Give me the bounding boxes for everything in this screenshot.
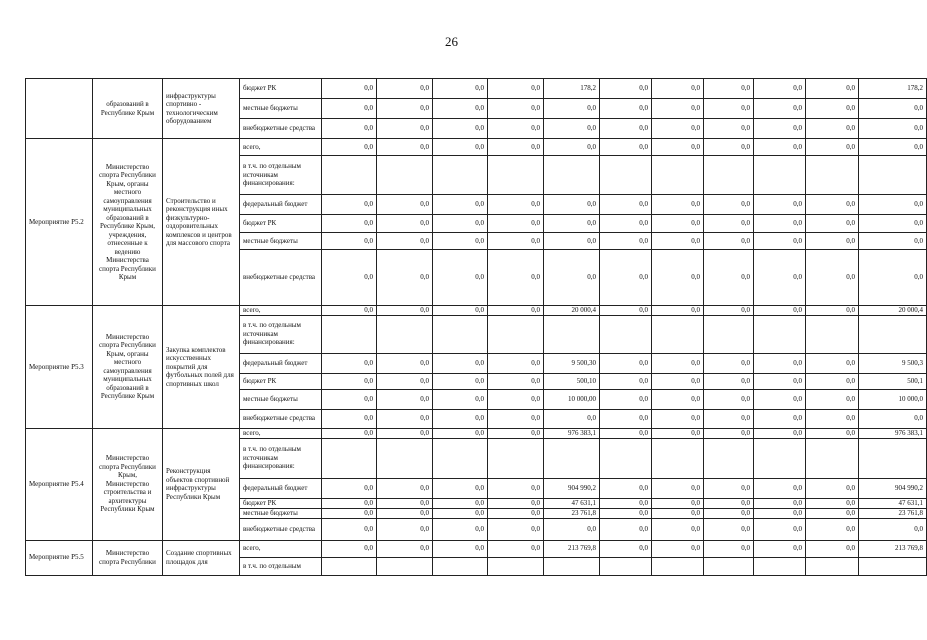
amount-cell: 0,0 [652, 478, 704, 498]
amount-cell: 0,0 [600, 215, 652, 233]
amount-cell: 0,0 [600, 99, 652, 119]
amount-cell: 0,0 [652, 389, 704, 409]
amount-cell: 0,0 [859, 215, 927, 233]
amount-cell: 0,0 [433, 518, 488, 540]
amount-cell: 0,0 [652, 119, 704, 139]
purpose-cell: инфраструктуры спортивно - технологическим оборудованием [163, 79, 240, 139]
amount-cell: 20 000,4 [859, 306, 927, 316]
empty-cell [488, 315, 544, 353]
empty-cell [859, 315, 927, 353]
amount-cell: 0,0 [704, 99, 754, 119]
amount-cell: 976 383,1 [544, 428, 600, 438]
funding-source-cell: местные бюджеты [240, 233, 322, 250]
amount-cell: 0,0 [544, 215, 600, 233]
amount-cell: 0,0 [600, 478, 652, 498]
amount-cell: 0,0 [806, 250, 859, 306]
amount-cell: 0,0 [488, 306, 544, 316]
amount-cell: 0,0 [704, 409, 754, 428]
funding-source-cell: федеральный бюджет [240, 353, 322, 373]
amount-cell: 0,0 [488, 250, 544, 306]
amount-cell: 0,0 [652, 540, 704, 557]
amount-cell: 0,0 [433, 79, 488, 99]
amount-cell: 0,0 [377, 409, 433, 428]
amount-cell: 0,0 [322, 99, 377, 119]
amount-cell: 0,0 [806, 119, 859, 139]
purpose-cell: Закупка комплектов искусственных покрытий для футбольных полей для спортивных школ [163, 306, 240, 429]
amount-cell: 0,0 [806, 195, 859, 215]
amount-cell: 0,0 [322, 540, 377, 557]
table-row [26, 306, 927, 316]
measure-name-cell: Мероприятие Р5.4 [26, 428, 93, 540]
amount-cell: 0,0 [600, 79, 652, 99]
amount-cell: 0,0 [806, 215, 859, 233]
amount-cell: 0,0 [859, 518, 927, 540]
empty-cell [754, 438, 806, 478]
executor-cell: Министерство спорта Республики Крым, органы местного самоуправления муниципальных образований в Республике Крым, учреждения, отнесенные к ведению Министерства спорта Республики Крым [93, 139, 163, 306]
amount-cell: 0,0 [377, 215, 433, 233]
amount-cell: 23 761,8 [544, 508, 600, 518]
table-row [26, 79, 927, 99]
funding-source-cell: местные бюджеты [240, 99, 322, 119]
empty-cell [600, 438, 652, 478]
amount-cell: 0,0 [322, 389, 377, 409]
amount-cell: 0,0 [377, 353, 433, 373]
amount-cell: 904 990,2 [859, 478, 927, 498]
amount-cell: 0,0 [488, 409, 544, 428]
amount-cell: 0,0 [652, 195, 704, 215]
amount-cell: 0,0 [704, 478, 754, 498]
amount-cell: 0,0 [652, 99, 704, 119]
empty-cell [433, 156, 488, 195]
amount-cell: 0,0 [377, 79, 433, 99]
amount-cell: 0,0 [322, 478, 377, 498]
amount-cell: 0,0 [377, 119, 433, 139]
amount-cell: 0,0 [488, 353, 544, 373]
funding-source-cell: местные бюджеты [240, 508, 322, 518]
amount-cell: 0,0 [377, 233, 433, 250]
amount-cell: 0,0 [488, 373, 544, 389]
amount-cell: 0,0 [754, 409, 806, 428]
amount-cell: 904 990,2 [544, 478, 600, 498]
purpose-cell: Реконструкция объектов спортивной инфраструктуры Республики Крым [163, 428, 240, 540]
amount-cell: 0,0 [704, 233, 754, 250]
amount-cell: 0,0 [806, 498, 859, 508]
empty-cell [322, 438, 377, 478]
empty-cell [377, 557, 433, 575]
amount-cell: 0,0 [600, 498, 652, 508]
amount-cell: 0,0 [433, 508, 488, 518]
amount-cell: 0,0 [600, 409, 652, 428]
amount-cell: 0,0 [859, 119, 927, 139]
amount-cell: 0,0 [322, 428, 377, 438]
amount-cell: 0,0 [754, 353, 806, 373]
funding-source-cell: федеральный бюджет [240, 478, 322, 498]
table-row [26, 428, 927, 438]
funding-source-cell: внебюджетные средства [240, 250, 322, 306]
empty-cell [859, 438, 927, 478]
amount-cell: 0,0 [859, 99, 927, 119]
amount-cell: 0,0 [600, 306, 652, 316]
amount-cell: 0,0 [433, 498, 488, 508]
amount-cell: 0,0 [754, 195, 806, 215]
amount-cell: 0,0 [377, 540, 433, 557]
amount-cell: 0,0 [433, 233, 488, 250]
empty-cell [806, 315, 859, 353]
empty-cell [806, 557, 859, 575]
amount-cell: 20 000,4 [544, 306, 600, 316]
empty-cell [322, 557, 377, 575]
amount-cell: 0,0 [704, 119, 754, 139]
funding-source-cell: бюджет РК [240, 79, 322, 99]
amount-cell: 0,0 [600, 373, 652, 389]
amount-cell: 500,10 [544, 373, 600, 389]
financing-table [25, 78, 927, 576]
amount-cell: 0,0 [322, 195, 377, 215]
amount-cell: 0,0 [704, 195, 754, 215]
amount-cell: 23 761,8 [859, 508, 927, 518]
amount-cell: 0,0 [652, 79, 704, 99]
amount-cell: 0,0 [704, 389, 754, 409]
page-number: 26 [445, 34, 458, 49]
amount-cell: 213 769,8 [859, 540, 927, 557]
amount-cell: 0,0 [377, 498, 433, 508]
empty-cell [433, 315, 488, 353]
amount-cell: 0,0 [704, 215, 754, 233]
amount-cell: 0,0 [433, 195, 488, 215]
amount-cell: 0,0 [600, 119, 652, 139]
table-row [26, 540, 927, 557]
amount-cell: 0,0 [488, 478, 544, 498]
funding-source-cell: бюджет РК [240, 215, 322, 233]
amount-cell: 0,0 [754, 233, 806, 250]
amount-cell: 0,0 [859, 139, 927, 156]
amount-cell: 10 000,0 [859, 389, 927, 409]
amount-cell: 0,0 [433, 99, 488, 119]
amount-cell: 0,0 [806, 233, 859, 250]
empty-cell [704, 438, 754, 478]
measure-name-cell [26, 79, 93, 139]
empty-cell [600, 315, 652, 353]
amount-cell: 0,0 [488, 518, 544, 540]
funding-source-cell: бюджет РК [240, 498, 322, 508]
empty-cell [544, 315, 600, 353]
amount-cell: 0,0 [652, 508, 704, 518]
amount-cell: 0,0 [754, 250, 806, 306]
amount-cell: 0,0 [806, 139, 859, 156]
amount-cell: 0,0 [322, 139, 377, 156]
amount-cell: 0,0 [704, 306, 754, 316]
amount-cell: 0,0 [754, 428, 806, 438]
funding-source-cell: в т.ч. по отдельным источникам финансирования: [240, 438, 322, 478]
amount-cell: 0,0 [544, 119, 600, 139]
amount-cell: 0,0 [322, 518, 377, 540]
empty-cell [600, 557, 652, 575]
amount-cell: 0,0 [754, 389, 806, 409]
amount-cell: 0,0 [652, 518, 704, 540]
amount-cell: 0,0 [754, 373, 806, 389]
empty-cell [806, 438, 859, 478]
measure-name-cell: Мероприятие Р5.5 [26, 540, 93, 575]
amount-cell: 0,0 [433, 353, 488, 373]
empty-cell [377, 438, 433, 478]
amount-cell: 0,0 [488, 139, 544, 156]
amount-cell: 0,0 [488, 389, 544, 409]
amount-cell: 213 769,8 [544, 540, 600, 557]
amount-cell: 10 000,00 [544, 389, 600, 409]
amount-cell: 0,0 [806, 518, 859, 540]
funding-source-cell: бюджет РК [240, 373, 322, 389]
amount-cell: 0,0 [600, 250, 652, 306]
amount-cell: 0,0 [652, 409, 704, 428]
amount-cell: 0,0 [806, 508, 859, 518]
amount-cell: 0,0 [322, 250, 377, 306]
funding-source-cell: всего, [240, 139, 322, 156]
empty-cell [754, 557, 806, 575]
empty-cell [704, 557, 754, 575]
amount-cell: 0,0 [433, 478, 488, 498]
empty-cell [488, 557, 544, 575]
amount-cell: 0,0 [704, 540, 754, 557]
funding-source-cell: внебюджетные средства [240, 119, 322, 139]
amount-cell: 9 500,3 [859, 353, 927, 373]
amount-cell: 0,0 [488, 99, 544, 119]
amount-cell: 0,0 [704, 518, 754, 540]
amount-cell: 0,0 [704, 498, 754, 508]
amount-cell: 0,0 [754, 478, 806, 498]
empty-cell [600, 156, 652, 195]
funding-source-cell: внебюджетные средства [240, 409, 322, 428]
amount-cell: 0,0 [322, 508, 377, 518]
amount-cell: 0,0 [704, 353, 754, 373]
amount-cell: 0,0 [754, 99, 806, 119]
amount-cell: 0,0 [488, 79, 544, 99]
amount-cell: 0,0 [433, 389, 488, 409]
executor-cell: Министерство спорта Республики Крым, органы местного самоуправления муниципальных образований в Республике Крым [93, 306, 163, 429]
funding-source-cell: всего, [240, 306, 322, 316]
empty-cell [652, 438, 704, 478]
amount-cell: 0,0 [433, 540, 488, 557]
amount-cell: 0,0 [600, 139, 652, 156]
amount-cell: 0,0 [433, 428, 488, 438]
amount-cell: 0,0 [806, 389, 859, 409]
amount-cell: 0,0 [433, 373, 488, 389]
amount-cell: 0,0 [704, 79, 754, 99]
amount-cell: 0,0 [600, 428, 652, 438]
amount-cell: 0,0 [600, 195, 652, 215]
empty-cell [377, 156, 433, 195]
amount-cell: 500,1 [859, 373, 927, 389]
amount-cell: 0,0 [377, 250, 433, 306]
empty-cell [544, 438, 600, 478]
measure-name-cell: Мероприятие Р5.2 [26, 139, 93, 306]
amount-cell: 0,0 [322, 306, 377, 316]
empty-cell [652, 557, 704, 575]
amount-cell: 0,0 [377, 478, 433, 498]
empty-cell [859, 156, 927, 195]
amount-cell: 0,0 [652, 498, 704, 508]
empty-cell [377, 315, 433, 353]
amount-cell: 0,0 [754, 518, 806, 540]
amount-cell: 0,0 [704, 139, 754, 156]
amount-cell: 0,0 [806, 353, 859, 373]
amount-cell: 0,0 [754, 540, 806, 557]
amount-cell: 178,2 [859, 79, 927, 99]
funding-source-cell: всего, [240, 540, 322, 557]
amount-cell: 0,0 [377, 306, 433, 316]
amount-cell: 0,0 [377, 99, 433, 119]
amount-cell: 0,0 [322, 373, 377, 389]
funding-source-cell: внебюджетные средства [240, 518, 322, 540]
amount-cell: 0,0 [806, 409, 859, 428]
amount-cell: 47 631,1 [544, 498, 600, 508]
amount-cell: 0,0 [600, 353, 652, 373]
amount-cell: 0,0 [488, 508, 544, 518]
amount-cell: 0,0 [806, 540, 859, 557]
amount-cell: 0,0 [806, 428, 859, 438]
amount-cell: 0,0 [754, 306, 806, 316]
amount-cell: 0,0 [544, 250, 600, 306]
empty-cell [754, 315, 806, 353]
executor-cell: Министерство спорта Республики [93, 540, 163, 575]
amount-cell: 0,0 [544, 99, 600, 119]
amount-cell: 9 500,30 [544, 353, 600, 373]
amount-cell: 0,0 [806, 79, 859, 99]
amount-cell: 0,0 [704, 508, 754, 518]
funding-source-cell: в т.ч. по отдельным источникам финансирования: [240, 315, 322, 353]
amount-cell: 0,0 [377, 508, 433, 518]
amount-cell: 0,0 [704, 373, 754, 389]
amount-cell: 0,0 [806, 478, 859, 498]
amount-cell: 0,0 [754, 508, 806, 518]
empty-cell [704, 156, 754, 195]
amount-cell: 0,0 [754, 139, 806, 156]
amount-cell: 0,0 [754, 119, 806, 139]
executor-cell: Министерство спорта Республики Крым, Министерство строительства и архитектуры Республики Крым [93, 428, 163, 540]
amount-cell: 47 631,1 [859, 498, 927, 508]
empty-cell [704, 315, 754, 353]
amount-cell: 0,0 [544, 195, 600, 215]
amount-cell: 0,0 [488, 540, 544, 557]
amount-cell: 0,0 [754, 79, 806, 99]
amount-cell: 0,0 [377, 389, 433, 409]
empty-cell [322, 156, 377, 195]
amount-cell: 0,0 [859, 195, 927, 215]
amount-cell: 0,0 [652, 215, 704, 233]
amount-cell: 0,0 [433, 306, 488, 316]
measure-name-cell: Мероприятие Р5.3 [26, 306, 93, 429]
amount-cell: 0,0 [704, 250, 754, 306]
amount-cell: 0,0 [488, 498, 544, 508]
amount-cell: 0,0 [652, 250, 704, 306]
amount-cell: 0,0 [377, 428, 433, 438]
amount-cell: 0,0 [488, 215, 544, 233]
table-row [26, 139, 927, 156]
amount-cell: 0,0 [433, 409, 488, 428]
funding-source-cell: местные бюджеты [240, 389, 322, 409]
amount-cell: 0,0 [754, 215, 806, 233]
amount-cell: 0,0 [652, 233, 704, 250]
empty-cell [488, 156, 544, 195]
amount-cell: 0,0 [433, 139, 488, 156]
amount-cell: 0,0 [488, 195, 544, 215]
amount-cell: 0,0 [433, 119, 488, 139]
amount-cell: 0,0 [544, 233, 600, 250]
amount-cell: 0,0 [600, 540, 652, 557]
amount-cell: 0,0 [544, 139, 600, 156]
amount-cell: 0,0 [377, 139, 433, 156]
amount-cell: 0,0 [322, 233, 377, 250]
amount-cell: 0,0 [652, 428, 704, 438]
empty-cell [322, 315, 377, 353]
amount-cell: 0,0 [704, 428, 754, 438]
amount-cell: 0,0 [377, 195, 433, 215]
amount-cell: 0,0 [652, 353, 704, 373]
funding-source-cell: в т.ч. по отдельным источникам финансирования: [240, 156, 322, 195]
amount-cell: 0,0 [433, 215, 488, 233]
funding-source-cell: всего, [240, 428, 322, 438]
empty-cell [754, 156, 806, 195]
amount-cell: 0,0 [859, 250, 927, 306]
amount-cell: 0,0 [544, 518, 600, 540]
amount-cell: 0,0 [806, 99, 859, 119]
amount-cell: 0,0 [544, 409, 600, 428]
amount-cell: 0,0 [322, 498, 377, 508]
amount-cell: 0,0 [652, 139, 704, 156]
empty-cell [433, 557, 488, 575]
amount-cell: 0,0 [652, 306, 704, 316]
empty-cell [806, 156, 859, 195]
amount-cell: 0,0 [754, 498, 806, 508]
amount-cell: 178,2 [544, 79, 600, 99]
amount-cell: 0,0 [859, 233, 927, 250]
amount-cell: 0,0 [377, 373, 433, 389]
amount-cell: 0,0 [859, 409, 927, 428]
executor-cell: образований в Республике Крым [93, 79, 163, 139]
empty-cell [544, 557, 600, 575]
funding-source-cell: в т.ч. по отдельным [240, 557, 322, 575]
amount-cell: 0,0 [322, 215, 377, 233]
amount-cell: 0,0 [322, 79, 377, 99]
empty-cell [433, 438, 488, 478]
amount-cell: 0,0 [600, 508, 652, 518]
empty-cell [488, 438, 544, 478]
amount-cell: 0,0 [806, 306, 859, 316]
empty-cell [859, 557, 927, 575]
amount-cell: 0,0 [488, 119, 544, 139]
amount-cell: 0,0 [322, 119, 377, 139]
funding-source-cell: федеральный бюджет [240, 195, 322, 215]
empty-cell [544, 156, 600, 195]
amount-cell: 0,0 [600, 389, 652, 409]
amount-cell: 0,0 [322, 353, 377, 373]
amount-cell: 0,0 [377, 518, 433, 540]
amount-cell: 976 383,1 [859, 428, 927, 438]
purpose-cell: Создание спортивных площадок для [163, 540, 240, 575]
amount-cell: 0,0 [806, 373, 859, 389]
amount-cell: 0,0 [488, 233, 544, 250]
empty-cell [652, 156, 704, 195]
empty-cell [652, 315, 704, 353]
amount-cell: 0,0 [322, 409, 377, 428]
amount-cell: 0,0 [652, 373, 704, 389]
amount-cell: 0,0 [600, 518, 652, 540]
amount-cell: 0,0 [433, 250, 488, 306]
amount-cell: 0,0 [488, 428, 544, 438]
amount-cell: 0,0 [600, 233, 652, 250]
purpose-cell: Строительство и реконструкция иных физкультурно-оздоровительных комплексов и центров для массового спорта [163, 139, 240, 306]
